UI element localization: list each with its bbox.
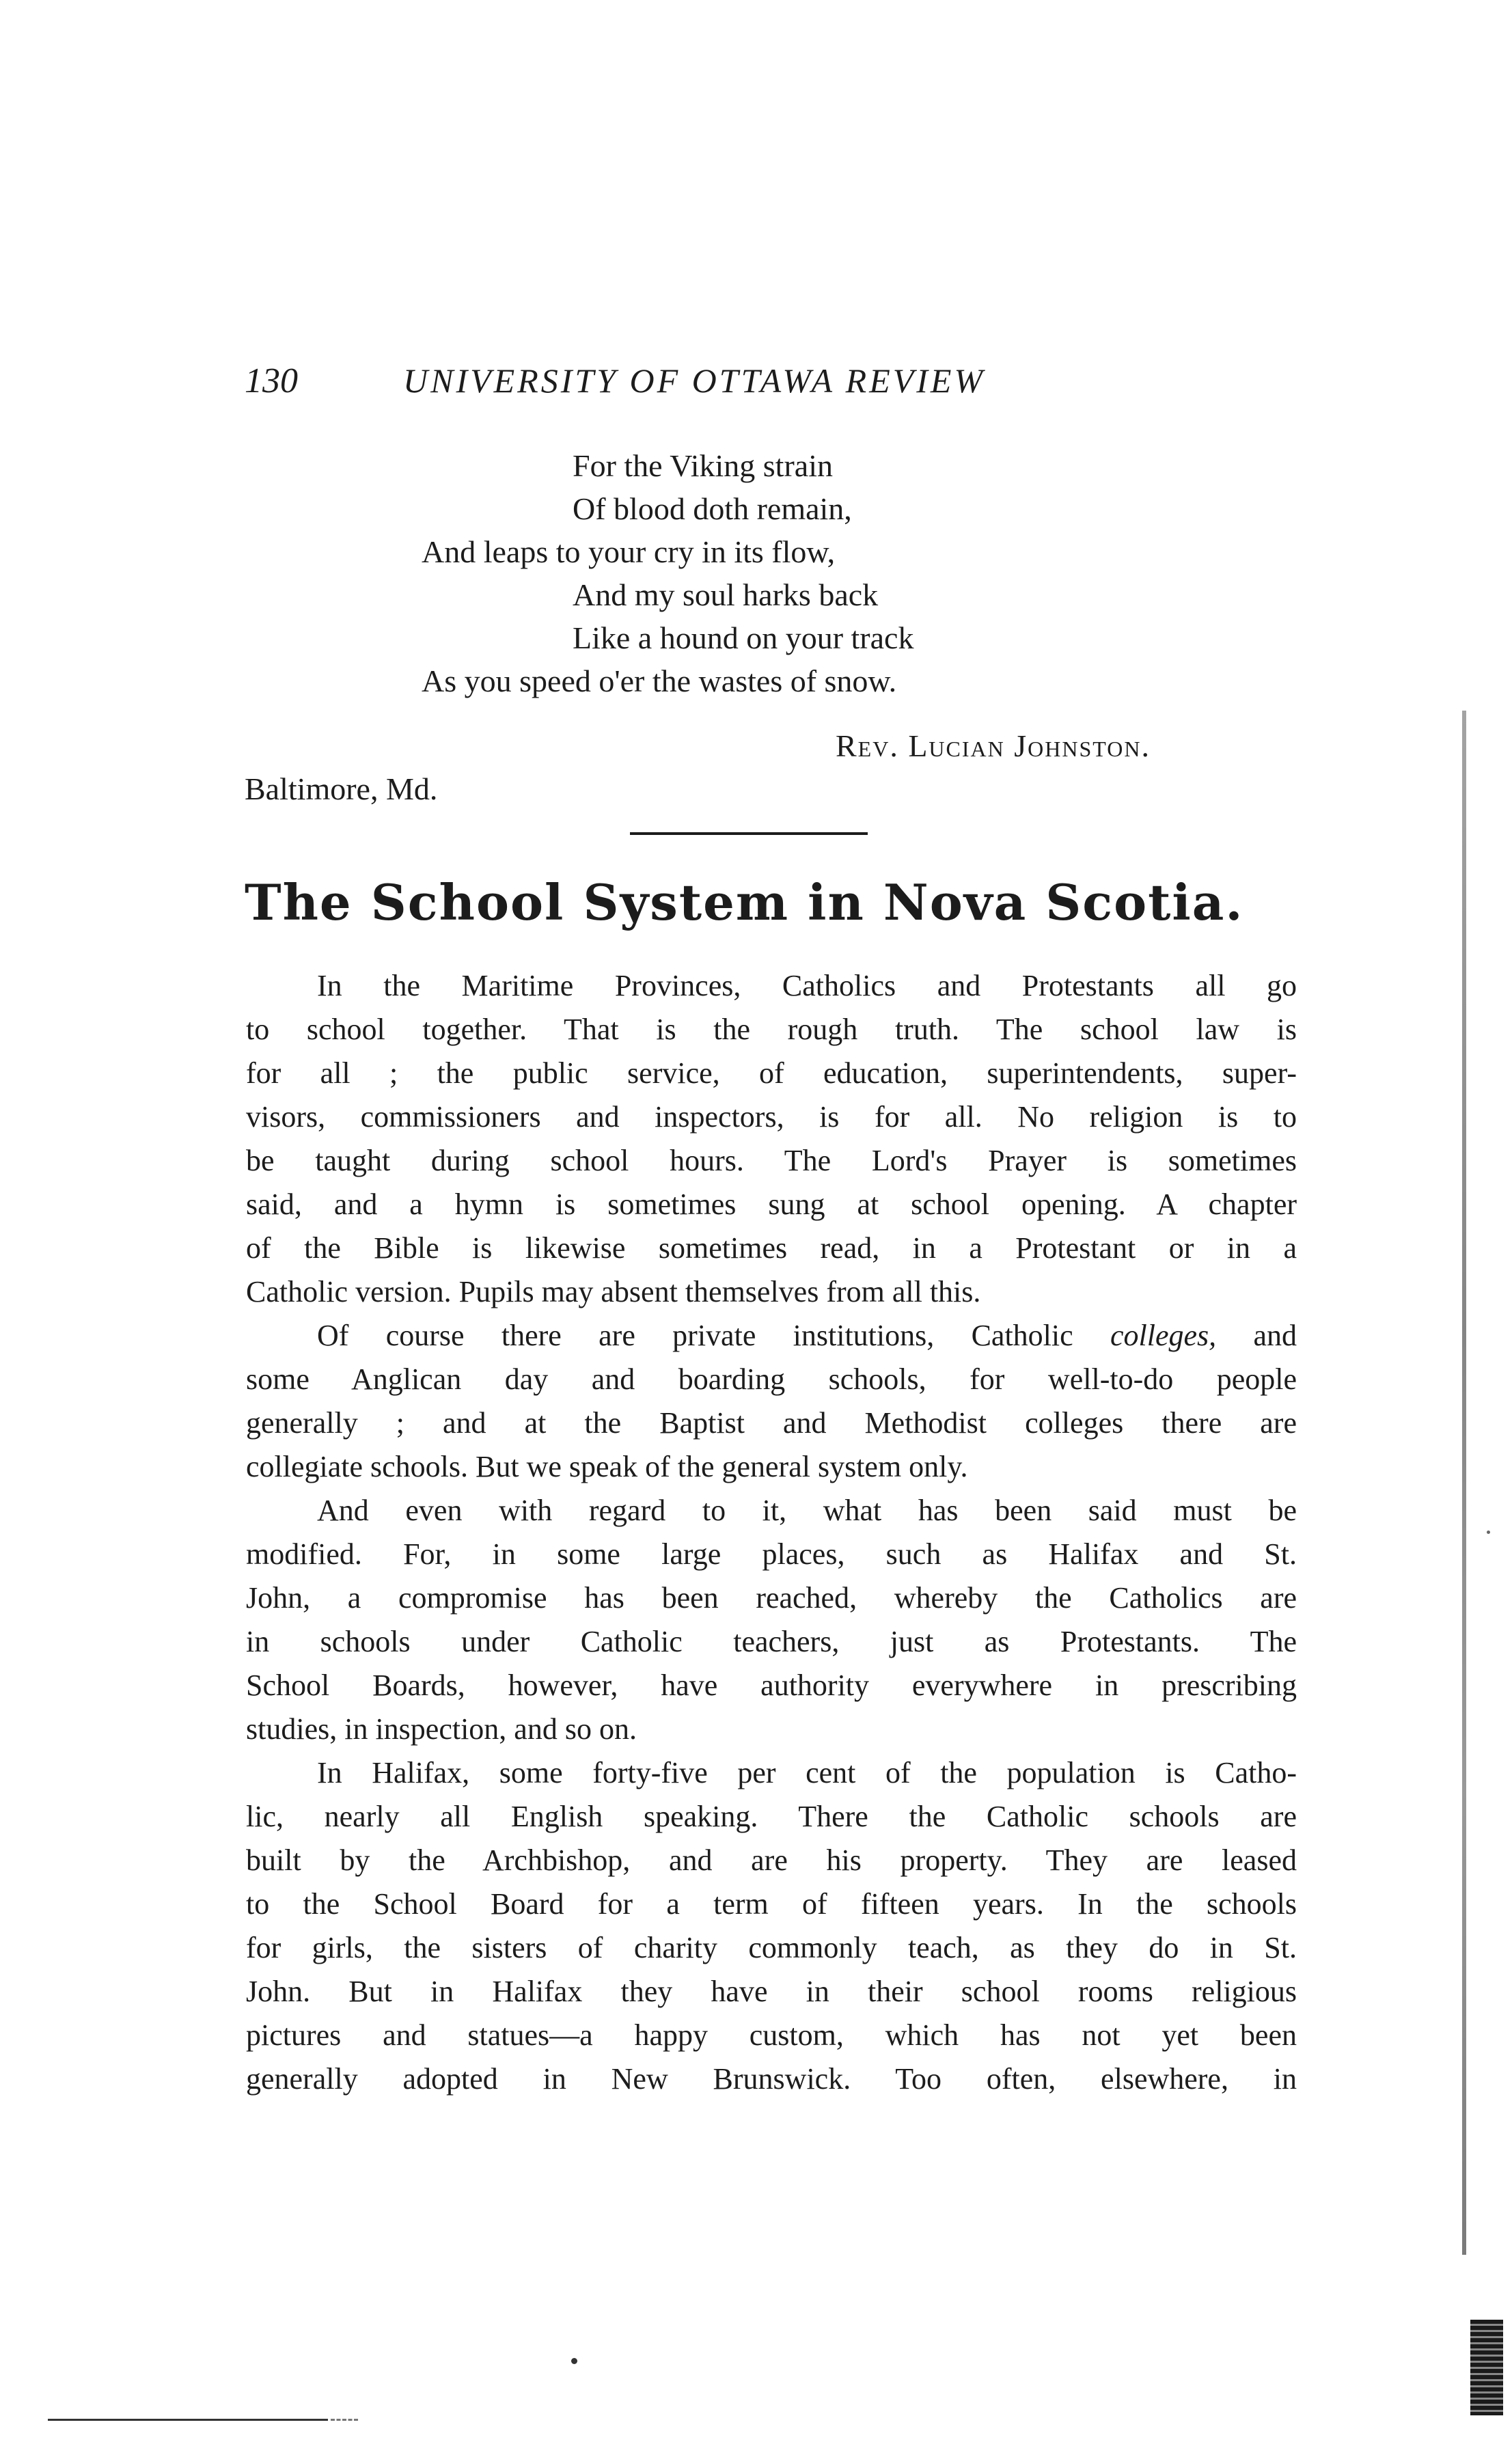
poem-line: And leaps to your cry in its flow, xyxy=(422,534,836,569)
section-divider xyxy=(630,832,868,835)
body-line: collegiate schools. But we speak of the general system only. xyxy=(246,1450,968,1483)
body-line: In Halifax, some forty-five per cent of the population is Catho- xyxy=(317,1756,1297,1789)
body-line: some Anglican day and boarding schools, for well-to-do people xyxy=(246,1362,1297,1396)
body-line: In the Maritime Provinces, Catholics and Protestants all go xyxy=(317,969,1297,1002)
body-line: visors, commissioners and inspectors, is for all. No religion is to xyxy=(246,1100,1297,1134)
page-number: 130 xyxy=(245,361,298,400)
author-name: Rev. Lucian Johnston. xyxy=(836,728,1151,763)
page-edge-shadow xyxy=(1462,711,1466,2255)
body-text: Of course there are private institutions, Catholic xyxy=(317,1319,1110,1352)
page-edge-blot xyxy=(1470,2320,1503,2415)
body-line: School Boards, however, have authority everywhere in prescribing xyxy=(246,1669,1297,1702)
body-line: for all ; the public service, of education, superintendents, super- xyxy=(246,1056,1297,1090)
poem-line: Like a hound on your track xyxy=(573,620,914,655)
body-line: for girls, the sisters of charity commonly teach, as they do in St. xyxy=(246,1931,1297,1964)
poem-line: Of blood doth remain, xyxy=(573,491,852,526)
bottom-rule xyxy=(48,2419,328,2421)
body-text: and xyxy=(1216,1319,1297,1352)
printer-dot xyxy=(571,2358,577,2364)
body-line: Catholic version. Pupils may absent themselves from all this. xyxy=(246,1275,981,1308)
body-line: built by the Archbishop, and are his property. They are leased xyxy=(246,1843,1297,1877)
body-line: John, a compromise has been reached, whereby the Catholics are xyxy=(246,1581,1297,1615)
page-edge-mark xyxy=(1487,1531,1490,1534)
body-line: And even with regard to it, what has been said must be xyxy=(317,1494,1297,1527)
poem-place: Baltimore, Md. xyxy=(245,771,438,806)
running-title: UNIVERSITY OF OTTAWA REVIEW xyxy=(403,361,986,400)
body-line: studies, in inspection, and so on. xyxy=(246,1712,637,1746)
poem-line: For the Viking strain xyxy=(573,448,833,483)
body-line: John. But in Halifax they have in their school rooms religious xyxy=(246,1975,1297,2008)
body-line: of the Bible is likewise sometimes read, in a Protestant or in a xyxy=(246,1231,1297,1265)
body-line: be taught during school hours. The Lord's Prayer is sometimes xyxy=(246,1144,1297,1177)
body-line xyxy=(246,1317,1297,1355)
poem-signature xyxy=(836,728,1151,764)
body-line: in schools under Catholic teachers, just as Protestants. The xyxy=(246,1625,1297,1658)
poem-line: As you speed o'er the wastes of snow. xyxy=(422,663,897,698)
body-line: to school together. That is the rough truth. The school law is xyxy=(246,1013,1297,1046)
body-line: generally ; and at the Baptist and Methodist colleges there are xyxy=(246,1406,1297,1440)
bottom-rule-dash xyxy=(331,2419,358,2421)
body-line: generally adopted in New Brunswick. Too often, elsewhere, in xyxy=(246,2062,1297,2096)
italic-word: colleges, xyxy=(1110,1319,1217,1352)
body-line: lic, nearly all English speaking. There the Catholic schools are xyxy=(246,1800,1297,1833)
body-line: said, and a hymn is sometimes sung at school opening. A chapter xyxy=(246,1188,1297,1221)
poem-line: And my soul harks back xyxy=(573,577,879,612)
article-title: The School System in Nova Scotia. xyxy=(245,873,1244,931)
body-line: pictures and statues—a happy custom, which has not yet been xyxy=(246,2018,1297,2052)
body-line: modified. For, in some large places, such as Halifax and St. xyxy=(246,1537,1297,1571)
body-line: to the School Board for a term of fifteen years. In the schools xyxy=(246,1887,1297,1921)
